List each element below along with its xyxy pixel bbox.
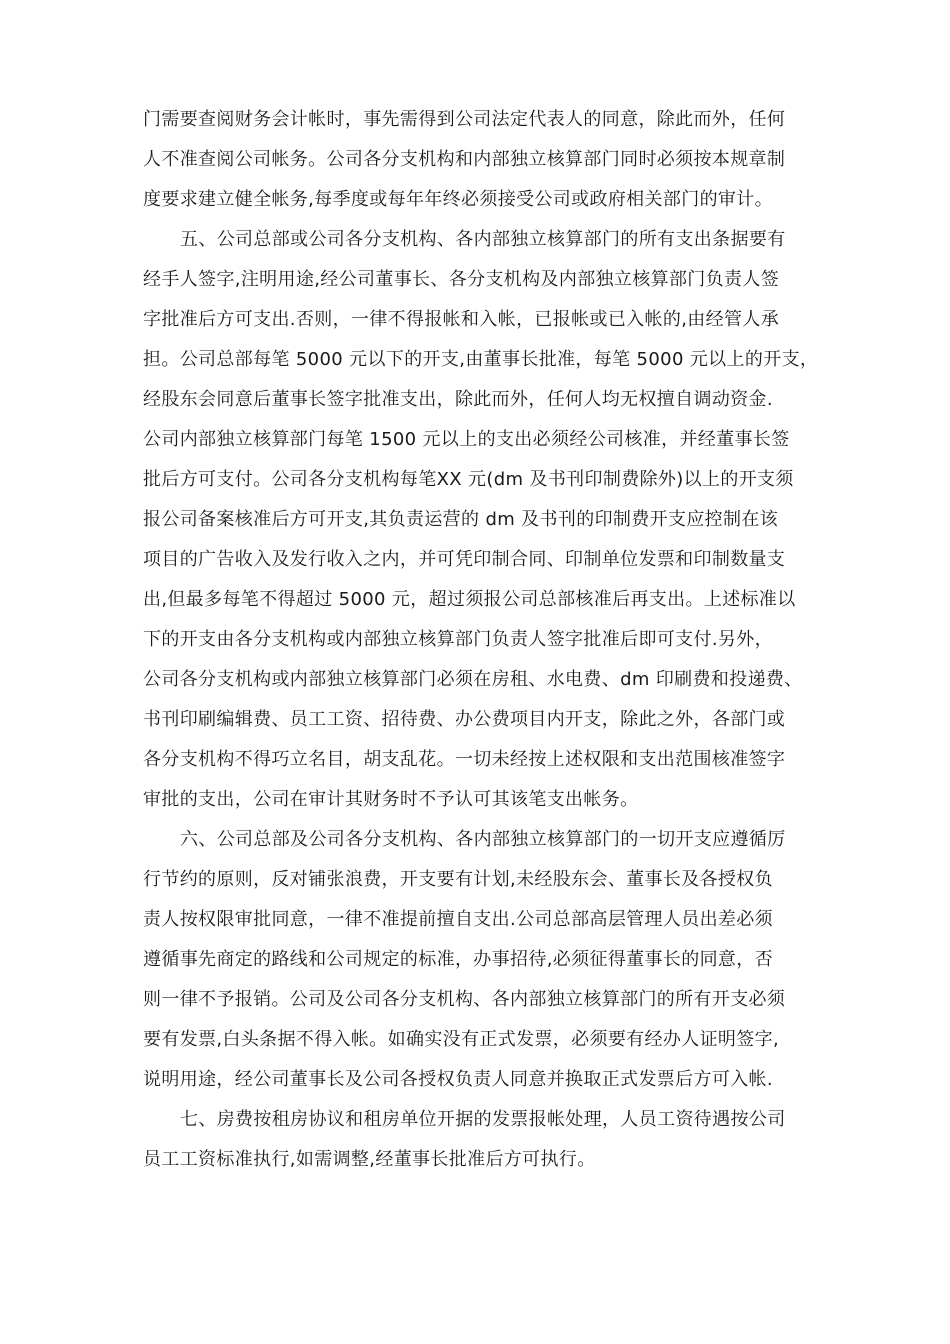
text-line: 六、公司总部及公司各分支机构、各内部独立核算部门的一切开支应遵循厉 — [180, 829, 786, 850]
text-line: 经手人签字,注明用途,经公司董事长、各分支机构及内部独立核算部门负责人签 — [143, 269, 780, 290]
text-line: 员工工资标准执行,如需调整,经董事长批准后方可执行。 — [143, 1149, 596, 1170]
text-line: 要有发票,白头条据不得入帐。如确实没有正式发票，必须要有经办人证明签字, — [143, 1029, 780, 1050]
text-line: 项目的广告收入及发行收入之内，并可凭印制合同、印制单位发票和印制数量支 — [143, 549, 786, 570]
paragraph-p-continued — [143, 100, 811, 220]
paragraph-p-6 — [143, 820, 811, 1100]
paragraph-p-7 — [143, 1100, 811, 1180]
text-line: 公司内部独立核算部门每笔 1500 元以上的支出必须经公司核准，并经董事长签 — [143, 429, 790, 450]
text-line: 报公司备案核准后方可开支,其负责运营的 dm 及书刊的印制费开支应控制在该 — [143, 509, 779, 530]
text-line: 下的开支由各分支机构或内部独立核算部门负责人签字批准后即可支付.另外， — [143, 629, 773, 650]
paragraph-p-5 — [143, 220, 819, 820]
text-line: 书刊印刷编辑费、员工工资、招待费、办公费项目内开支，除此之外，各部门或 — [143, 709, 786, 730]
text-line: 遵循事先商定的路线和公司规定的标准，办事招待,必须征得董事长的同意，否 — [143, 949, 773, 970]
text-line: 度要求建立健全帐务,每季度或每年年终必须接受公司或政府相关部门的审计。 — [143, 189, 773, 210]
text-line: 人不准查阅公司帐务。公司各分支机构和内部独立核算部门同时必须按本规章制 — [143, 149, 786, 170]
text-line: 出,但最多每笔不得超过 5000 元，超过须报公司总部核准后再支出。上述标准以 — [143, 589, 796, 610]
text-line: 公司各分支机构或内部独立核算部门必须在房租、水电费、dm 印刷费和投递费、 — [143, 669, 803, 690]
text-line: 批后方可支付。公司各分支机构每笔XX 元(dm 及书刊印制费除外)以上的开支须 — [143, 469, 794, 490]
text-line: 则一律不予报销。公司及公司各分支机构、各内部独立核算部门的所有开支必须 — [143, 989, 786, 1010]
text-line: 经股东会同意后董事长签字批准支出，除此而外，任何人均无权擅自调动资金. — [143, 389, 773, 410]
text-line: 担。公司总部每笔 5000 元以下的开支,由董事长批准，每笔 5000 元以上的开支， — [143, 349, 819, 370]
text-line: 责人按权限审批同意，一律不准提前擅自支出.公司总部高层管理人员出差必须 — [143, 909, 773, 930]
text-line: 五、公司总部或公司各分支机构、各内部独立核算部门的所有支出条据要有 — [180, 229, 786, 250]
text-line: 七、房费按租房协议和租房单位开据的发票报帐处理，人员工资待遇按公司 — [180, 1109, 786, 1130]
text-line: 各分支机构不得巧立名目，胡支乱花。一切未经按上述权限和支出范围核准签字 — [143, 749, 786, 770]
text-line: 审批的支出，公司在审计其财务时不予认可其该笔支出帐务。 — [143, 789, 639, 810]
text-line: 行节约的原则，反对铺张浪费，开支要有计划,未经股东会、董事长及各授权负 — [143, 869, 773, 890]
document-body — [143, 100, 819, 1180]
text-line: 门需要查阅财务会计帐时，事先需得到公司法定代表人的同意，除此而外，任何 — [143, 109, 786, 130]
text-line: 字批准后方可支出.否则，一律不得报帐和入帐，已报帐或已入帐的,由经管人承 — [143, 309, 780, 330]
text-line: 说明用途，经公司董事长及公司各授权负责人同意并换取正式发票后方可入帐. — [143, 1069, 773, 1090]
